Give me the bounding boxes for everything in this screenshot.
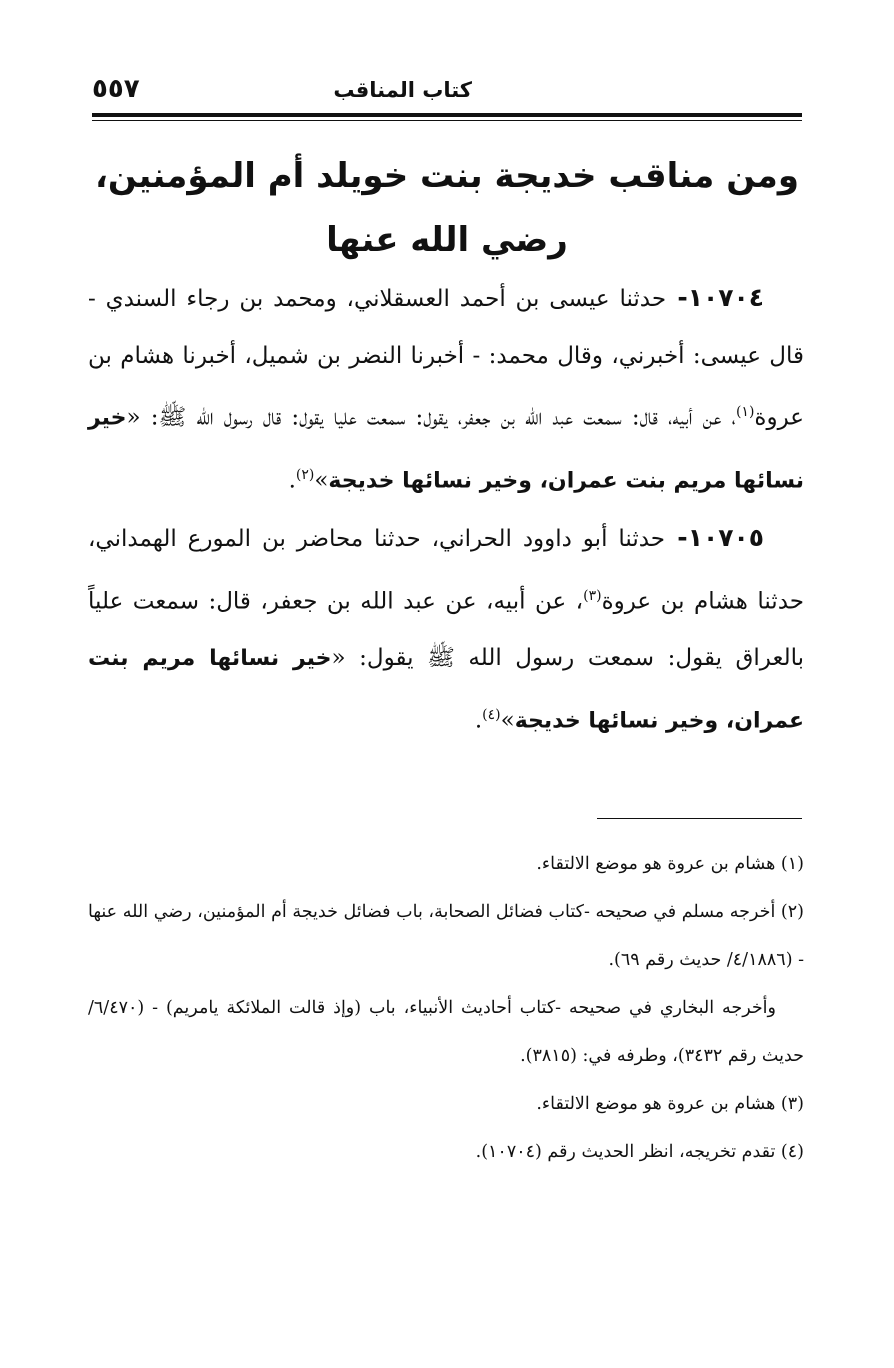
hadith-quote: خير نسائها مريم بنت عمران، وخير نسائها خديجة	[88, 405, 804, 494]
hadith-quote: خير نسائها مريم بنت عمران، وخير نسائها خديجة	[88, 645, 804, 735]
footnote-3: (٣) هشام بن عروة هو موضع الالتقاء.	[536, 1094, 804, 1114]
hadith-paragraph-1	[88, 270, 804, 510]
footnote-1: (١) هشام بن عروة هو موضع الالتقاء.	[536, 854, 804, 874]
footnote-ref: (٢)	[295, 467, 315, 484]
running-header	[92, 70, 802, 112]
footnotes	[88, 840, 804, 1176]
hadith-chain-cont: ، عن أبيه، قال: سمعت عبد الله بن جعفر، يقول: سمعت عليا يقول: قال رسول الله ﷺ: «	[126, 404, 736, 431]
section-title	[92, 148, 802, 276]
hadith-number: ١٠٧٠٥	[687, 523, 764, 553]
hadith-chain: حدثنا عيسى بن أحمد العسقلاني، ومحمد بن رجاء السندي - قال عيسى: أخبرني، وقال محمد: - أخبرنا النضر بن شميل، أخبرنا هشام بن عروة	[88, 286, 804, 431]
section-title-line-2: رضي الله عنها	[326, 220, 568, 260]
hadith-dash: -	[666, 283, 688, 312]
hadith-end: .	[288, 467, 296, 494]
quote-close: »	[500, 708, 515, 735]
hadith-chain-cont: ، عن أبيه، عن عبد الله بن جعفر، قال: سمعت علياً بالعراق يقول: سمعت رسول الله ﷺ يقول: «	[88, 588, 804, 671]
footnote-ref: (٤)	[482, 707, 501, 724]
hadith-number: ١٠٧٠٤	[687, 283, 764, 312]
header-rule-thick	[92, 113, 802, 117]
section-title-line-1: ومن مناقب خديجة بنت خويلد أم المؤمنين،	[95, 156, 799, 196]
main-text	[88, 270, 804, 751]
header-rule-thin	[92, 120, 802, 121]
hadith-dash: -	[665, 523, 688, 553]
footnote-4: (٤) تقدم تخريجه، انظر الحديث رقم (١٠٧٠٤).	[475, 1142, 804, 1162]
hadith-paragraph-2	[88, 510, 804, 750]
page-number: ٥٥٧	[92, 74, 140, 104]
book-title: كتاب المناقب	[333, 78, 472, 102]
hadith-chain: حدثنا أبو داوود الحراني، حدثنا محاضر بن المورع الهمداني، حدثنا هشام بن عروة	[88, 526, 804, 615]
footnote-2: (٢) أخرجه مسلم في صحيحه -كتاب فضائل الصحابة، باب فضائل خديجة أم المؤمنين، رضي الله عنها - (٤/١٨٨٦/ حديث رقم ٦٩).	[88, 902, 804, 970]
quote-close: »	[314, 467, 329, 494]
footnote-ref: (١)	[735, 404, 755, 420]
footnote-ref: (٣)	[583, 587, 602, 604]
footnote-separator	[597, 818, 802, 819]
footnote-2-continuation: وأخرجه البخاري في صحيحه -كتاب أحاديث الأنبياء، باب (وإذ قالت الملائكة يامريم) - (٦/٤٧٠/ حديث رقم ٣٤٣٢)، وطرفه في: (٣٨١٥).	[88, 998, 804, 1066]
hadith-end: .	[474, 708, 483, 735]
